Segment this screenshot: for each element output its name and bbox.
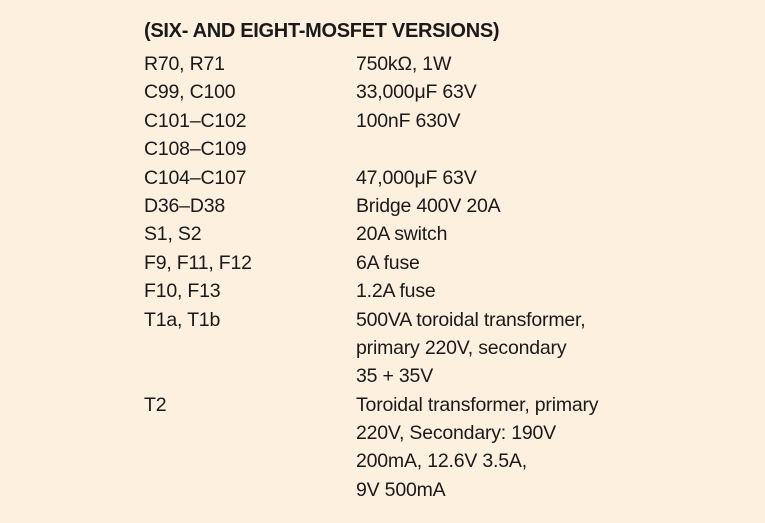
part-value: 6A fuse bbox=[356, 251, 420, 274]
parts-row bbox=[144, 107, 704, 135]
parts-row bbox=[144, 50, 704, 78]
part-value: primary 220V, secondary bbox=[356, 336, 567, 359]
parts-row bbox=[144, 277, 704, 305]
parts-row bbox=[144, 391, 704, 419]
part-reference: S1, S2 bbox=[144, 223, 202, 246]
parts-row bbox=[144, 192, 704, 220]
part-value: 220V, Secondary: 190V bbox=[356, 422, 556, 445]
part-reference: F9, F11, F12 bbox=[144, 251, 252, 274]
part-reference: C101–C102 bbox=[144, 109, 247, 132]
part-value: 1.2A fuse bbox=[356, 280, 436, 303]
part-value: 33,000μF 63V bbox=[356, 81, 477, 104]
part-reference: C99, C100 bbox=[144, 81, 236, 104]
parts-row bbox=[144, 476, 704, 504]
part-reference: D36–D38 bbox=[144, 194, 225, 217]
part-reference: C108–C109 bbox=[144, 138, 247, 161]
part-value: 750kΩ, 1W bbox=[356, 53, 452, 75]
parts-row bbox=[144, 135, 704, 163]
part-value: 100nF 630V bbox=[356, 109, 461, 132]
parts-list bbox=[144, 50, 704, 504]
part-reference bbox=[144, 362, 356, 390]
part-reference: T2 bbox=[144, 393, 167, 416]
parts-row bbox=[144, 362, 704, 390]
part-value: 47,000μF 63V bbox=[356, 166, 477, 189]
part-reference bbox=[144, 419, 356, 447]
part-reference bbox=[144, 334, 356, 362]
parts-row bbox=[144, 249, 704, 277]
parts-row bbox=[144, 334, 704, 362]
parts-row bbox=[144, 78, 704, 106]
parts-row bbox=[144, 306, 704, 334]
parts-row bbox=[144, 164, 704, 192]
part-reference: C104–C107 bbox=[144, 166, 247, 189]
parts-row bbox=[144, 419, 704, 447]
part-reference bbox=[144, 447, 356, 475]
part-value: 9V 500mA bbox=[356, 478, 446, 501]
parts-row bbox=[144, 220, 704, 248]
section-heading: (SIX- AND EIGHT-MOSFET VERSIONS) bbox=[144, 20, 500, 42]
parts-row bbox=[144, 447, 704, 475]
part-value: Toroidal transformer, primary bbox=[356, 393, 599, 416]
part-reference: F10, F13 bbox=[144, 280, 221, 303]
part-value: 35 + 35V bbox=[356, 365, 434, 388]
part-reference: T1a, T1b bbox=[144, 308, 221, 331]
part-value: 500VA toroidal transformer, bbox=[356, 308, 586, 331]
part-value bbox=[356, 135, 704, 163]
part-value: Bridge 400V 20A bbox=[356, 194, 501, 217]
part-value: 20A switch bbox=[356, 223, 448, 246]
part-reference: R70, R71 bbox=[144, 53, 225, 75]
part-value: 200mA, 12.6V 3.5A, bbox=[356, 450, 527, 473]
part-reference bbox=[144, 476, 356, 504]
